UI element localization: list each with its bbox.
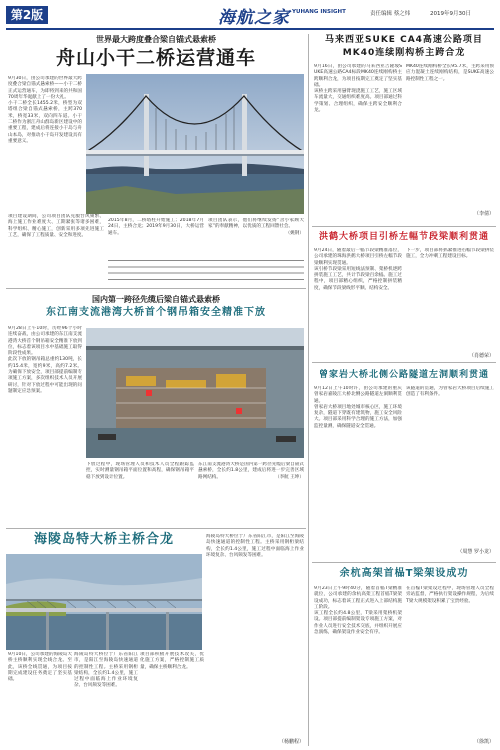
- article5-body-cont: [406, 248, 494, 358]
- article3-para: 项目部积极开展技术攻关，优化施工方案，严格控制施工质量，确保主桥顺利合龙。: [140, 652, 204, 670]
- article6-para: 曾家岩大桥项目地处城市核心区，施工环境复杂，隧道下穿既有建筑物，施工安全风险大。项目部采用科学合理的施工方法，加强监控量测，确保隧道安全贯通。: [314, 404, 402, 429]
- article5-body: [314, 248, 402, 358]
- article1-para: 项目建设期间，公司项目团队克服台风频繁、海上施工作业难度大、工期紧张等诸多困难，科学组织、精心施工，创新采用多项先进施工工艺，确保了工程质量、安全和进度。: [8, 214, 104, 238]
- article2-para: 此次下放的钢吊箱总重约130吨，长约15.4米，宽约9米，高约7.2米。为确保下放安全，项目部提前编制专项施工方案，多次组织技术人员开展研讨，针对下放过程中可能出现的问题制定应急预案。: [8, 357, 82, 394]
- article1-bridge-photo: [86, 74, 304, 214]
- article6-para: 该隧道的贯通，为曾家岩大桥项目后续施工创造了有利条件。: [406, 386, 494, 398]
- article6-body-cont: [406, 386, 494, 556]
- article4-byline: （李倩）: [473, 211, 494, 217]
- divider: [6, 528, 306, 529]
- article2-body-cont: [86, 462, 194, 524]
- article6-body: [314, 386, 402, 556]
- article4-headline: 马来西亚SUKE CA4高速公路项目MK40连续刚构桥主跨合龙: [325, 35, 483, 58]
- divider: [312, 562, 496, 563]
- article6-byline: （周慧 罗小龙）: [457, 549, 494, 555]
- article6-headline: 曾家岩大桥北侧公路隧道左洞顺利贯通: [318, 370, 489, 380]
- article3-headline: 海陵岛特大桥主桥合龙: [33, 532, 174, 547]
- divider: [312, 362, 496, 363]
- article4-body: [314, 64, 402, 214]
- article2-headline: 东江南支流港湾大桥首个钢吊箱安全精准下放: [46, 307, 266, 318]
- article2-kicker: 国内第一跨径先缆后梁自锚式悬索桥: [92, 295, 220, 304]
- article1-para: 项目团队表示，他们将继续发扬“舍小家顾大家”的奉献精神，以优质的工程回馈社会。: [208, 218, 304, 230]
- article3-body-cont2: [140, 652, 204, 746]
- divider: [312, 226, 496, 227]
- article5-headline: 洪鹤大桥项目引桥左幅节段梁顺利贯通: [318, 232, 489, 242]
- article1-kicker: 世界最大跨度叠合梁自锚式悬索桥: [96, 35, 216, 44]
- article2-para: 下放过程中，现场管理人员和技术人员全程跟踪监控，实时测量钢吊箱平面位置和高程，确保钢吊箱平稳下放到设计位置。: [86, 462, 194, 480]
- article2-para: 东江南支流港湾大桥是国内第一跨径先缆后梁自锚式悬索桥，全长约1.8公里，建成后将进一步完善区域路网结构。: [198, 462, 304, 480]
- article1-byline: （姚钢）: [285, 230, 304, 236]
- column-divider: [308, 34, 309, 746]
- page-header: [0, 0, 500, 30]
- article4-para: MK40连续刚构桥全长95.7米，主跨采用预应力混凝土连续刚构结构，是SUKE高速公路控制性工程之一。: [406, 64, 494, 82]
- page-number-badge: 第2版: [6, 6, 48, 24]
- article2-body-cont2: [198, 462, 304, 524]
- article5-para: 9月24日，随着最后一榀节段梁精准落位，公司承建的珠海洪鹤大桥项目引桥左幅节段梁顺利实现贯通。: [314, 248, 402, 266]
- article1-para: 9月30日，由公司承建的世界最大跨度叠合梁自锚式悬索桥——小干二桥正式运营通车，为即将到来的共和国70周年华诞献上了一份大礼。: [8, 76, 82, 100]
- article3-para: 9月10日，公司承建的海陵岛大桥主桥顺利实现全线合龙。至此，该桥全线贯通，为项目按期完成建设任务奠定了坚实基础。: [8, 652, 72, 683]
- article3-body: [8, 652, 72, 746]
- article1-headline: 舟山小干二桥运营通车: [55, 47, 256, 69]
- article7-body-cont: [406, 586, 494, 742]
- article7-headline: 余杭高架首榀T梁架设成功: [339, 568, 469, 579]
- article3-byline: （杨鹏程）: [278, 739, 304, 745]
- article3-bridge-photo: [6, 554, 202, 650]
- article2-byline: （李航 王坤）: [274, 474, 304, 480]
- article5-para: 该引桥节段梁采用短线法预制、架桥机逐跨拼装施工工艺，共计节段梁百余榀。施工过程中，项目部精心组织，严格控制拼装精度，确保节段梁线形平顺、结构安全。: [314, 266, 402, 291]
- article4-para: 该桥主跨采用悬臂现浇施工工艺，施工区域车流量大，交通组织难度高。项目部通过科学策划、合理组织，确保主跨安全顺利合龙。: [314, 89, 402, 114]
- article4-body-cont: [406, 64, 494, 214]
- divider: [6, 288, 306, 289]
- article4-para: 9月16日，由公司承建的马来西亚吉隆坡SUKE高速公路CA4标段MK40连续刚构桥主跨顺利合龙，为项目按期完工奠定了坚实基础。: [314, 64, 402, 88]
- article3-para: 海陵岛特大桥位于广东省阳江市，是阳江至海陵岛快速通道的控制性工程。主桥采用钢桁梁结构，全长约1.4公里，施工过程中面临海上作业环境复杂、台风频发等困难。: [74, 652, 138, 689]
- article2-construction-photo: [86, 328, 304, 458]
- article7-para: 在首榀T梁架设过程中，现场管理人员全程旁站监督，严格执行架设操作规程，为后续T梁大规模架设积累了宝贵经验。: [406, 586, 494, 604]
- article5-byline: （肖德荣）: [468, 353, 494, 359]
- article6-para: 9月12日上午10时许，由公司承建的重庆曾家岩嘉陵江大桥北侧公路隧道左洞顺利贯通。: [314, 386, 402, 404]
- article1-body: [8, 76, 82, 211]
- article3-para: 海陵岛特大桥位于广东省阳江市，是阳江至海陵岛快速通道的控制性工程。主桥采用钢桁梁结构，全长约1.4公里，施工过程中面临海上作业环境复杂、台风频发等困难。: [206, 534, 304, 558]
- article2-para: 9月28日上午10时，历经96个小时连续奋战，由公司承建的东江南支流港湾大桥首个钢吊箱安全精准下放到位，标志着该项目水中基础施工取得阶段性成果。: [8, 326, 82, 357]
- header-rule: [6, 28, 494, 30]
- text-lines: [108, 260, 304, 284]
- article7-para: 9月23日上午9时40分，随着首榀T梁精准就位，公司承建的余杭高架工程首榀T梁架设成功，标志着该工程正式进入上部结构施工阶段。: [314, 586, 402, 610]
- issue-date: 2019年9月30日: [430, 11, 471, 17]
- article3-body-cont: [74, 652, 138, 746]
- article3-body-cont3: [206, 534, 304, 746]
- article7-byline: （徐凯）: [473, 739, 494, 745]
- article1-para: 小干二桥全长1455.2米，桥型为双塔组合梁自锚式悬索桥，主跨370米，桥宽33米，双向四车道。小干二桥作为浙江舟山群岛新区建设中的重要工程，建成后将连接小干岛与舟山本岛，对推动小干岛开发建设具有重要意义。: [8, 101, 82, 144]
- newspaper-logo: 海航之家: [218, 8, 290, 28]
- article7-body: [314, 586, 402, 742]
- article7-para: 该工程全长约4.8公里，T梁采用架桥机架设。项目部提前编制架设专项施工方案，对作业人员进行安全技术交底，并组织开展应急演练，确保架设作业安全有序。: [314, 611, 402, 636]
- article2-body: [8, 326, 82, 522]
- article1-para: 2015年8月，二桥塔柱开始施工；2018年7月24日，主桥合龙；2019年9月30日，大桥运营通车。: [108, 218, 204, 236]
- article5-para: 下一步，项目部将抓紧推进右幅节段梁拼装施工，全力冲刺工程建设目标。: [406, 248, 494, 260]
- editor-credit: 责任编辑 蔡之炜: [370, 11, 411, 17]
- section-title: YUHANG INSIGHT: [292, 9, 346, 15]
